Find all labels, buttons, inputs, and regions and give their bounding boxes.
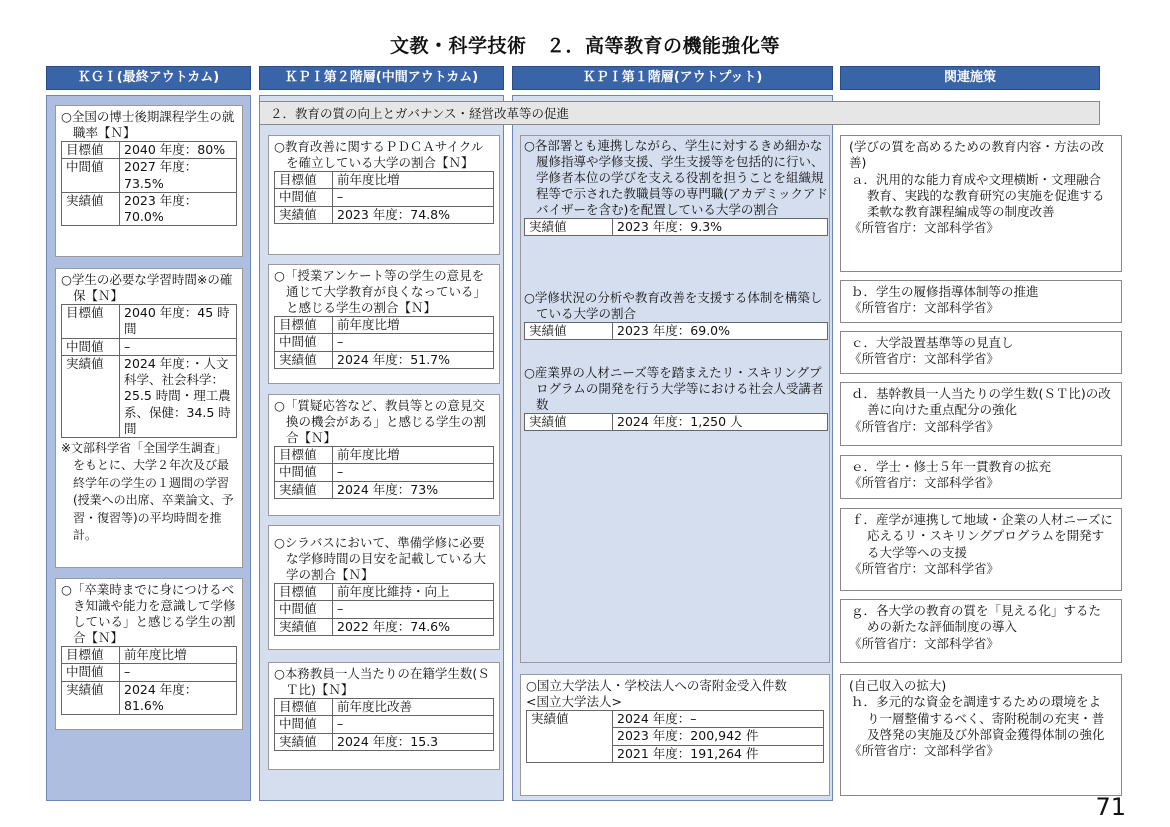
policy-item-d: ｄ．基幹教員一人当たりの学生数(ＳＴ比)の改善に向けた重点配分の強化 <box>851 386 1111 418</box>
table-row <box>275 351 494 368</box>
kpi2-item <box>268 662 500 770</box>
kpi2-item-title: ○「質疑応答など、教員等との意見交換の機会がある」と感じる学生の割合【Ｎ】 <box>274 398 487 445</box>
policy-heading: (自己収入の拡大) <box>849 678 947 693</box>
row-value: 前年度比増 <box>333 447 494 464</box>
policy-e <box>840 455 1122 499</box>
policy-g <box>840 599 1122 663</box>
section-header: ２．教育の質の向上とガバナンス・経営改革等の促進 <box>259 101 1100 125</box>
table-row <box>62 305 237 339</box>
kgi-item-title: ○「卒業時までに身につけるべき知識や能力を意識して学修している」と感じる学生の割合【Ｎ】 <box>61 582 236 645</box>
row-key: 実績値 <box>275 351 333 368</box>
policy-item-f: ｆ．産学が連携して地域・企業の人材ニーズに応えるリ・スキリングプログラムを開発する大学等への支援 <box>851 512 1113 560</box>
table-row <box>275 716 494 733</box>
row-key: 中間値 <box>275 716 333 733</box>
policy-h <box>840 674 1122 796</box>
table-row <box>525 414 828 431</box>
kgi-item-employment <box>55 105 243 257</box>
row-value: 2022 年度：74.6% <box>333 618 494 635</box>
kpi2-table <box>274 316 494 369</box>
row-value: 2024 年度：81.6% <box>120 681 237 715</box>
row-value: 2024 年度：– <box>613 711 824 728</box>
row-key: 中間値 <box>275 464 333 481</box>
table-row <box>275 618 494 635</box>
row-key: 中間値 <box>62 338 120 355</box>
table-row <box>275 481 494 498</box>
row-value: 前年度比改善 <box>333 699 494 716</box>
table-row <box>275 464 494 481</box>
policy-ministry: 《所管省庁：文部科学省》 <box>849 418 1000 434</box>
row-key: 実績値 <box>62 192 120 226</box>
row-value: – <box>333 334 494 351</box>
policy-item-e: ｅ．学士・修士５年一貫教育の拡充 <box>851 459 1052 474</box>
row-value: 前年度比増 <box>333 172 494 189</box>
header-kpi1: ＫＰＩ第１階層(アウトプット) <box>512 66 833 90</box>
page-title: 文教・科学技術 ２．高等教育の機能強化等 <box>389 35 780 57</box>
kpi2-item-title: ○教育改善に関するＰＤＣＡサイクルを確立している大学の割合【Ｎ】 <box>274 139 484 170</box>
policy-item-h: ｈ．多元的な資金を調達するための環境をより一層整備するべく、寄附税制の充実・普及啓発の実施及び外部資金獲得体制の強化 <box>851 694 1105 742</box>
row-key: 中間値 <box>275 601 333 618</box>
row-value: – <box>333 716 494 733</box>
policy-ministry: 《所管省庁：文部科学省》 <box>849 475 1000 491</box>
table-row <box>275 317 494 334</box>
kgi-table <box>61 304 237 438</box>
row-key: 実績値 <box>62 681 120 715</box>
kpi1-item-title: ○各部署とも連携しながら、学生に対するきめ細かな履修指導や学修支援、学生支援等を包括的に行い、学修者本位の学びを支える役割を担うことを組織規程等で示された教職員等の専門職(アカデミックアドバイザーを含む)を配置している大学の割合 <box>524 138 829 217</box>
kgi-item-title: ○学生の必要な学習時間※の確保【Ｎ】 <box>61 272 233 303</box>
kpi1-item-title: ○国立大学法人・学校法人への寄附金受入件数 <box>526 678 787 693</box>
table-row <box>275 447 494 464</box>
row-value: 2024 年度：51.7% <box>333 351 494 368</box>
row-key: 中間値 <box>275 334 333 351</box>
table-row <box>275 334 494 351</box>
kpi2-item-title: ○本務教員一人当たりの在籍学生数(ＳＴ比)【Ｎ】 <box>274 666 490 697</box>
row-key: 実績値 <box>525 323 613 340</box>
policy-ministry: 《所管省庁：文部科学省》 <box>849 300 1000 316</box>
row-key: 中間値 <box>62 664 120 681</box>
table-row <box>527 711 824 728</box>
row-value: 2024 年度：73% <box>333 481 494 498</box>
kpi1-donation-item <box>520 674 830 796</box>
row-value: 2023 年度：69.0% <box>613 323 828 340</box>
row-key: 目標値 <box>62 305 120 339</box>
table-row <box>275 601 494 618</box>
row-value: – <box>333 601 494 618</box>
row-value: – <box>333 464 494 481</box>
row-value: 前年度比増 <box>333 317 494 334</box>
kpi1-item-subtitle: <国立大学法人> <box>526 694 622 709</box>
row-key: 実績値 <box>275 206 333 223</box>
table-row <box>275 189 494 206</box>
row-key: 目標値 <box>275 172 333 189</box>
kpi1-item <box>524 290 828 340</box>
table-row <box>62 355 237 437</box>
table-row <box>525 219 828 236</box>
kpi1-table <box>524 413 828 431</box>
policy-a <box>840 135 1122 272</box>
table-row <box>275 172 494 189</box>
row-key: 目標値 <box>275 317 333 334</box>
kgi-item-title: ○全国の博士後期課程学生の就職率【Ｎ】 <box>61 109 235 140</box>
row-key: 目標値 <box>275 584 333 601</box>
row-value: – <box>120 338 237 355</box>
kpi2-table <box>274 698 494 751</box>
table-row <box>62 664 237 681</box>
policy-b <box>840 280 1122 323</box>
header-policy: 関連施策 <box>840 66 1100 90</box>
kgi-item-study-time <box>55 268 243 568</box>
policy-ministry: 《所管省庁：文部科学省》 <box>849 351 1000 367</box>
row-key: 実績値 <box>525 219 613 236</box>
table-row <box>62 159 237 193</box>
table-row <box>275 206 494 223</box>
row-value: 2023 年度：70.0% <box>120 192 237 226</box>
header-kgi: ＫＧＩ(最終アウトカム) <box>46 66 251 90</box>
header-kpi2: ＫＰＩ第２階層(中間アウトカム) <box>259 66 504 90</box>
table-row <box>62 647 237 664</box>
kpi2-table <box>274 583 494 636</box>
row-key: 目標値 <box>62 647 120 664</box>
kpi2-item <box>268 525 500 650</box>
kpi1-item <box>524 138 828 236</box>
policy-f <box>840 508 1122 591</box>
kpi1-item-title: ○学修状況の分析や教育改善を支援する体制を構築している大学の割合 <box>524 290 823 321</box>
kpi2-item <box>268 135 500 255</box>
policy-item-a: ａ．汎用的な能力育成や文理横断・文理融合教育、実践的な教育研究の実施を促進する柔軟な教育課程編成等の制度改善 <box>851 171 1105 219</box>
row-value: 前年度比維持・向上 <box>333 584 494 601</box>
table-row <box>275 584 494 601</box>
row-value: 2027 年度：73.5% <box>120 159 237 193</box>
row-key: 実績値 <box>275 618 333 635</box>
row-key: 実績値 <box>525 414 613 431</box>
policy-ministry: 《所管省庁：文部科学省》 <box>849 743 1000 758</box>
kgi-footnote: ※文部科学省「全国学生調査」をもとに、大学２年次及び最終学年の学生の１週間の学習(授業への出席、卒業論文、予習・復習等)の平均時間を推計。 <box>61 441 234 542</box>
kpi1-table <box>526 710 824 763</box>
kpi2-item-title: ○「授業アンケート等の学生の意見を通じて大学教育が良くなっている」と感じる学生の割合【Ｎ】 <box>274 268 487 315</box>
row-value: 2021 年度：191,264 件 <box>613 745 824 762</box>
kpi2-item <box>268 394 500 516</box>
row-key: 目標値 <box>62 142 120 159</box>
table-row <box>525 323 828 340</box>
policy-heading: (学びの質を高めるための教育内容・方法の改善) <box>849 139 1104 171</box>
table-row <box>275 699 494 716</box>
kpi1-item <box>524 365 828 431</box>
kgi-item-awareness <box>55 578 243 730</box>
policy-item-c: ｃ．大学設置基準等の見直し <box>851 335 1014 350</box>
row-key: 実績値 <box>527 711 613 763</box>
table-row <box>62 681 237 715</box>
policy-ministry: 《所管省庁：文部科学省》 <box>849 635 1000 651</box>
row-value: 2024 年度：・人文科学、社会科学：25.5 時間・理工農系、保健：34.5 時間 <box>120 355 237 437</box>
kpi1-item-title: ○産業界の人材ニーズ等を踏まえたリ・スキリングプログラムの開発を行う大学等における社会人受講者数 <box>524 365 824 412</box>
row-key: 実績値 <box>275 481 333 498</box>
row-value: – <box>120 664 237 681</box>
kpi1-table <box>524 218 828 236</box>
kpi2-table <box>274 446 494 499</box>
row-value: 2040 年度：80% <box>120 142 237 159</box>
row-value: 2040 年度：45 時間 <box>120 305 237 339</box>
table-row <box>62 192 237 226</box>
kpi2-item-title: ○シラバスにおいて、準備学修に必要な学修時間の目安を記載している大学の割合【Ｎ】 <box>274 535 487 582</box>
row-key: 実績値 <box>62 355 120 437</box>
policy-ministry: 《所管省庁：文部科学省》 <box>849 560 1000 576</box>
table-row <box>62 338 237 355</box>
kpi1-table <box>524 322 828 340</box>
row-value: 2023 年度：74.8% <box>333 206 494 223</box>
kpi2-item <box>268 264 500 384</box>
policy-d <box>840 382 1122 446</box>
policy-item-b: ｂ．学生の履修指導体制等の推進 <box>851 284 1039 299</box>
kgi-table <box>61 141 237 226</box>
row-value: 前年度比増 <box>120 647 237 664</box>
row-value: – <box>333 189 494 206</box>
row-key: 実績値 <box>275 733 333 750</box>
row-value: 2024 年度：15.3 <box>333 733 494 750</box>
row-key: 目標値 <box>275 699 333 716</box>
row-value: 2023 年度：9.3% <box>613 219 828 236</box>
policy-ministry: 《所管省庁：文部科学省》 <box>849 220 1000 236</box>
kpi2-table <box>274 171 494 224</box>
row-key: 目標値 <box>275 447 333 464</box>
page-number: 71 <box>1095 793 1126 822</box>
row-key: 中間値 <box>275 189 333 206</box>
table-row <box>62 142 237 159</box>
policy-item-g: ｇ．各大学の教育の質を「見える化」するための新たな評価制度の導入 <box>851 603 1102 635</box>
row-value: 2024 年度：1,250 人 <box>613 414 828 431</box>
policy-c <box>840 331 1122 374</box>
kgi-table <box>61 646 237 715</box>
row-key: 中間値 <box>62 159 120 193</box>
row-value: 2023 年度：200,942 件 <box>613 728 824 745</box>
table-row <box>275 733 494 750</box>
